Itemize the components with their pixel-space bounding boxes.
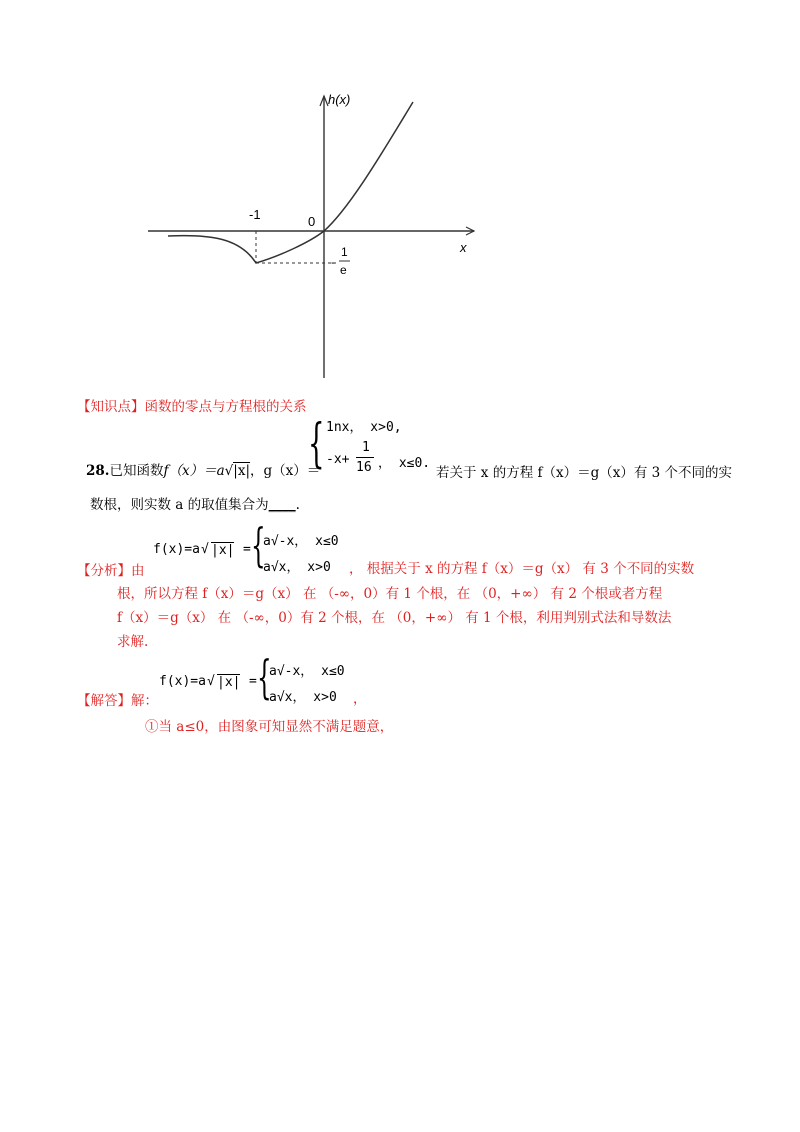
solution-section (77, 650, 747, 744)
function-graph (140, 88, 490, 380)
analysis-line-1 (77, 562, 145, 580)
solution-sqrt-arg: |x| (217, 675, 241, 690)
solution-sqrt-sign: √ (207, 674, 215, 689)
question-line2-text: 数根，则实数 a 的取值集合为 (90, 497, 269, 513)
question-intro: 已知函数 (109, 463, 164, 479)
y-axis-label: h(x) (328, 92, 351, 107)
analysis-lead: 由 (131, 563, 145, 579)
analysis-line-3 (117, 609, 671, 627)
solution-formula-left: f(x)=a (159, 674, 206, 689)
g-brace: { (308, 414, 325, 474)
solution-lead: 解： (131, 693, 158, 709)
analysis-formula-left: f(x)=a (153, 542, 200, 557)
analysis-text-2: 根，所以方程 f（x）＝g（x） 在 （-∞，0）有 1 个根，在 （0，+∞） 有 2 个根或者方程 (117, 586, 663, 602)
min-label-numerator: 1 (341, 245, 348, 259)
analysis-text-1: ， 根据关于 x 的方程 f（x）＝g（x） 有 3 个不同的实数 (349, 561, 695, 577)
sqrt-arg: |x| (233, 463, 250, 479)
question-line-2 (90, 496, 300, 514)
x-axis-label: x (460, 240, 467, 255)
g-def: ，g（x）＝ (250, 463, 321, 479)
analysis-section (77, 518, 747, 652)
g-frac-bar (356, 457, 374, 458)
question-number: 28. (86, 463, 110, 479)
h-curve (168, 102, 413, 263)
tick-label-neg1: -1 (249, 207, 261, 222)
analysis-tag: 【分析】 (77, 563, 131, 579)
solution-step-1-text: ①当 a≤0，由图象可知显然不满足题意， (145, 719, 394, 735)
question-28 (86, 414, 746, 524)
g-frac-num: 1 (362, 440, 370, 455)
solution-tag: 【解答】 (77, 693, 131, 709)
analysis-sqrt-arg: |x| (211, 543, 235, 558)
min-label-denominator: e (340, 263, 347, 277)
solution-trail: ， (353, 691, 367, 707)
question-line-1 (86, 462, 320, 480)
analysis-case-1: a√-x， x≤0 (263, 534, 339, 549)
solution-eq: = (249, 674, 257, 689)
analysis-brace: { (251, 518, 266, 572)
f-def: f（x）＝a (163, 463, 225, 479)
g-frac-den: 16 (356, 460, 372, 475)
analysis-case-2: a√x， x>0 (263, 560, 331, 575)
analysis-text-3: f（x）＝g（x） 在 （-∞，0）有 2 个根，在 （0，+∞） 有 1 个根，利用判别式法和导数法 (117, 610, 672, 626)
min-label-minus: - (331, 255, 335, 269)
analysis-text-4: 求解. (117, 634, 149, 650)
g-case-2-left: -x+ (326, 452, 350, 467)
solution-brace: { (257, 650, 272, 704)
origin-label: 0 (308, 214, 316, 229)
g-case-2-right: ， x≤0. (378, 456, 431, 471)
analysis-eq: = (243, 542, 251, 557)
solution-case-1: a√-x， x≤0 (269, 664, 345, 679)
solution-case-2: a√x， x>0 (269, 690, 337, 705)
question-end: . (295, 497, 300, 513)
g-case-1: 1nx， x>0, (326, 420, 402, 435)
question-line-1-tail (436, 464, 732, 482)
solution-line-1 (77, 692, 158, 710)
analysis-sqrt-sign: √ (201, 542, 209, 557)
analysis-line-1-tail (349, 560, 694, 578)
knowledge-tag: 【知识点】 (77, 399, 145, 415)
solution-step-1 (145, 718, 393, 736)
knowledge-text: 函数的零点与方程根的关系 (144, 399, 307, 415)
analysis-line-4 (117, 633, 148, 651)
answer-blank: ____ (268, 497, 296, 513)
question-after: 若关于 x 的方程 f（x）＝g（x）有 3 个不同的实 (436, 465, 733, 481)
analysis-line-2 (117, 585, 662, 603)
sqrt-sign: √ (224, 463, 234, 479)
